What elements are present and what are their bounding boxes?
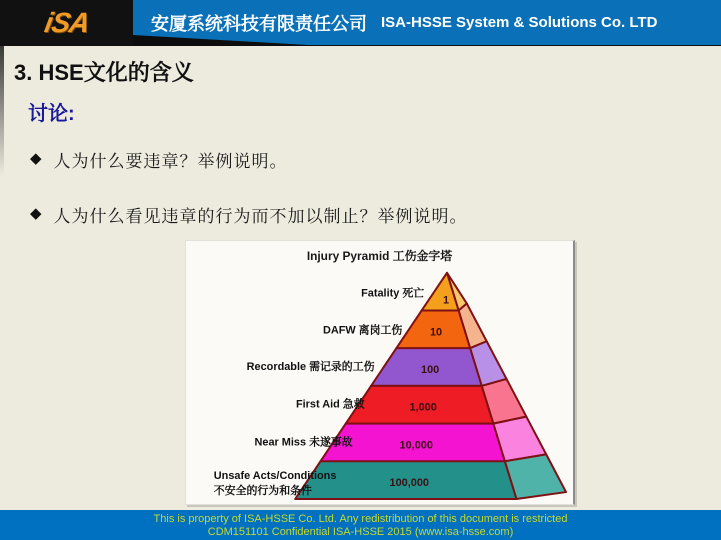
bullet-text: 人为什么看见违章的行为而不加以制止？举例说明。 bbox=[53, 207, 468, 227]
isa-logo: iSA bbox=[42, 7, 92, 38]
bullet-item bbox=[30, 202, 468, 227]
value-firstaid: 1,000 bbox=[409, 401, 437, 414]
value-dafw: 10 bbox=[429, 326, 443, 339]
injury-pyramid-svg bbox=[186, 241, 573, 504]
value-recordable: 100 bbox=[421, 363, 440, 376]
header-title-bar bbox=[133, 0, 721, 45]
label-firstaid: First Aid 急救 bbox=[295, 398, 365, 411]
footer-line2: CDM151101 Confidential ISA-HSSE 2015 (www.isa-hsse.com) bbox=[207, 526, 514, 538]
label-unsafe-line1: Unsafe Acts/Conditions bbox=[213, 470, 337, 483]
label-recordable: Recordable 需记录的工伤 bbox=[246, 361, 375, 374]
label-nearmiss: Near Miss 未遂事故 bbox=[254, 436, 353, 449]
value-unsafe: 100,000 bbox=[389, 477, 429, 490]
header-bar bbox=[0, 0, 721, 46]
value-nearmiss: 10,000 bbox=[399, 439, 433, 452]
company-name-en: ISA-HSSE System & Solutions Co. LTD bbox=[381, 14, 658, 31]
diamond-bullet-icon: ◆ bbox=[30, 205, 42, 222]
left-edge-shadow bbox=[0, 46, 4, 176]
bullet-item bbox=[30, 147, 288, 172]
injury-pyramid-figure bbox=[185, 240, 575, 505]
discussion-label: 讨论: bbox=[28, 103, 75, 125]
pyramid-front-fatality bbox=[422, 273, 459, 311]
pyramid-title: Injury Pyramid 工伤金字塔 bbox=[306, 248, 453, 263]
bullet-text: 人为什么要违章？举例说明。 bbox=[53, 152, 288, 172]
label-dafw: DAFW 离岗工伤 bbox=[322, 324, 403, 337]
label-unsafe-line2: 不安全的行为和条件 bbox=[213, 485, 312, 498]
footer-line1: This is property of ISA-HSSE Co. Ltd. Any redistribution of this document is restricted bbox=[153, 513, 568, 525]
value-fatality: 1 bbox=[442, 294, 450, 307]
page-title: 3. HSE文化的含义 bbox=[14, 60, 194, 85]
company-name-cn: 安厦系统科技有限责任公司 bbox=[151, 13, 367, 34]
footer-bar bbox=[0, 510, 721, 540]
logo-block bbox=[0, 0, 133, 46]
label-fatality: Fatality 死亡 bbox=[361, 287, 425, 300]
diamond-bullet-icon: ◆ bbox=[30, 150, 42, 167]
